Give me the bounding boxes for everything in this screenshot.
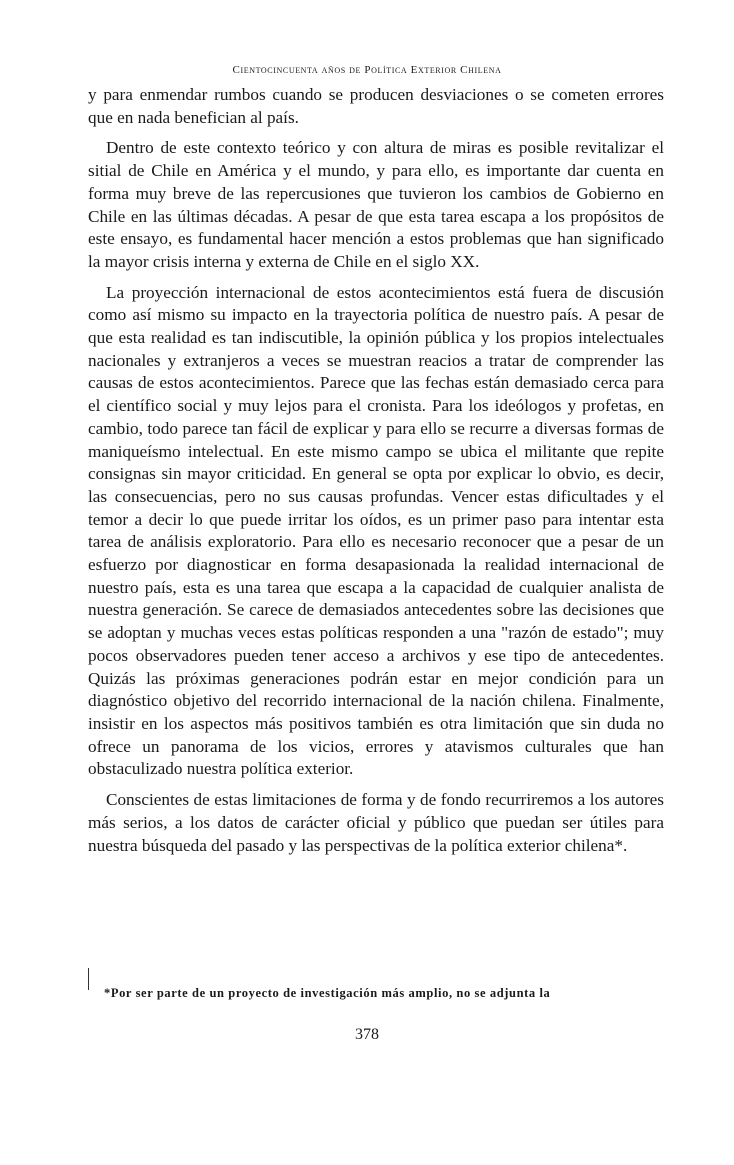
paragraph-continuation: y para enmendar rumbos cuando se producen desviaciones o se cometen errores que en nada benefician al país. — [88, 85, 664, 127]
paragraph: Conscientes de estas limitaciones de forma y de fondo recurriremos a los autores más serios, a los datos de carácter oficial y público que puedan ser útiles para nuestra búsqueda del pasado y las perspectivas de la política exterior chilena*. — [88, 790, 664, 855]
footnote: *Por ser parte de un proyecto de investigación más amplio, no se adjunta la — [104, 986, 551, 1000]
footnote-marker-rule — [88, 968, 91, 990]
paragraph: La proyección internacional de estos acontecimientos está fuera de discusión como así mismo su impacto en la trayectoria política de nuestro país. A pesar de que esta realidad es tan indiscutible, la opinión pública y los propios intelectuales nacionales y extranjeros a veces se muestran reacios a tratar de comprender las causas de estos acontecimientos. Parece que las fechas están demasiado cerca para el científico social y muy lejos para el cronista. Para los ideólogos y profetas, en cambio, todo parece tan fácil de explicar y para ello se recurre a diversas formas de maniqueísmo intelectual. En este mismo campo se ubica el militante que repite consignas sin mayor criticidad. En general se opta por explicar lo obvio, es decir, las consecuencias, pero no sus causas profundas. Vencer estas dificultades y el temor a decir lo que puede irritar los oídos, es un primer paso para intentar esta tarea de análisis exploratorio. Para ello es necesario reconocer que a pesar de un esfuerzo por diagnosticar en forma desapasionada la realidad internacional de nuestro país, esta es una tarea que escapa a la capacidad de cualquier analista de nuestra generación. Se carece de demasiados antecedentes sobre las decisiones que se adoptan y muchas veces estas políticas responden a una "razón de estado"; muy pocos observadores pueden tener acceso a archivos y ese tipo de antecedentes. Quizás las próximas generaciones podrán estar en mejor condición para un diagnóstico objetivo del recorrido internacional de la nación chilena. Finalmente, insistir en los aspectos más positivos también es otra limitación que sin duda no ofrece un panorama de los vicios, errores y atavismos culturales que han obstaculizado nuestra política exterior. — [88, 282, 664, 779]
page-number: 378 — [355, 1026, 379, 1043]
main-text — [88, 84, 664, 857]
running-header: Cientocincuenta años de Política Exterior Chilena — [232, 64, 502, 76]
paragraph: Dentro de este contexto teórico y con altura de miras es posible revitalizar el sitial de Chile en América y el mundo, y para ello, es importante dar cuenta en forma muy breve de las repercusiones que tuvieron los cambios de Gobierno en Chile en las últimas décadas. A pesar de que esta tarea escapa a los propósitos de este ensayo, es fundamental hacer mención a estos problemas que han significado la mayor crisis interna y externa de Chile en el siglo XX. — [88, 138, 664, 271]
